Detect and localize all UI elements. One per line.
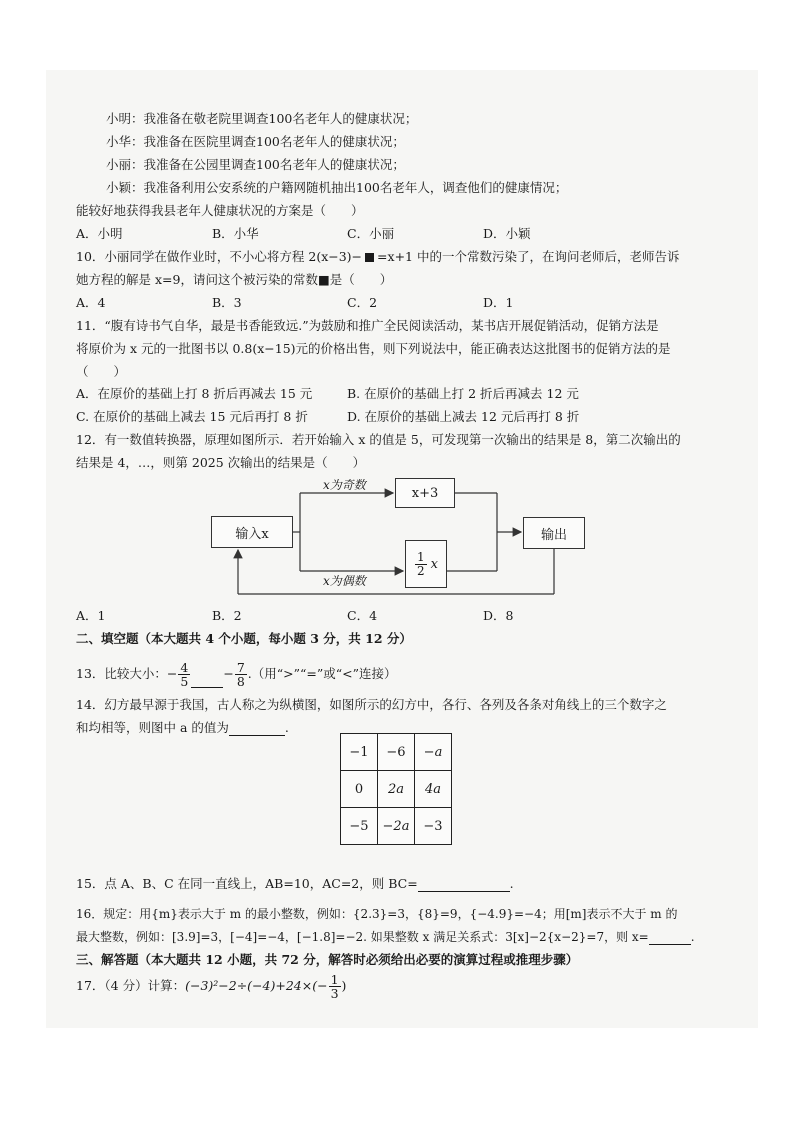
magic-cell: 0 <box>341 771 378 808</box>
ink-stain-icon <box>365 253 374 262</box>
q13-fraction-1 <box>178 661 190 688</box>
q13-prefix: 13．比较大小：− <box>76 666 178 681</box>
q14-line2 <box>76 720 289 736</box>
q13-fraction-2-den: 8 <box>236 674 245 689</box>
q17-fraction <box>329 973 341 1000</box>
intro-xiaoli: 小丽：我准备在公园里调查100名老年人的健康状况； <box>106 157 405 172</box>
half-variable: x <box>430 556 438 572</box>
q10-line1 <box>76 249 679 265</box>
q13-fraction-1-num: 4 <box>180 660 189 675</box>
even-branch-label: x为偶数 <box>323 574 366 588</box>
q13-answer-blank[interactable] <box>191 687 223 688</box>
q17-line <box>76 972 346 1000</box>
q16-line1: 16．规定：用{m}表示大于 m 的最小整数，例如：{2.3}=3，{8}=9，{−4.9}=−4；用[m]表示不大于 m 的 <box>76 907 678 921</box>
intro-xiaohua: 小华：我准备在医院里调查100名老年人的健康状况； <box>106 134 405 149</box>
q10-option-a: A．4 <box>76 295 106 310</box>
q16-line2 <box>76 929 695 945</box>
q11-line2: 将原价为 x 元的一批图书以 0.8(x−15)元的价格出售，则下列说法中，能正确表达这批图书的促销方法的是 <box>76 341 671 356</box>
magic-cell: −1 <box>341 734 378 771</box>
q13-suffix: .（用“>”“=”或“<”连接） <box>247 666 397 681</box>
q17-fraction-num: 1 <box>330 972 339 987</box>
magic-cell: −6 <box>378 734 415 771</box>
q10-option-b: B．3 <box>212 295 242 310</box>
q11-option-b: B. 在原价的基础上打 2 折后再减去 12 元 <box>347 386 579 401</box>
q13-line <box>76 661 397 688</box>
odd-branch-label: x为奇数 <box>323 478 366 492</box>
magic-cell: 4a <box>415 771 452 808</box>
q15-end: . <box>509 876 514 891</box>
q14-answer-blank[interactable] <box>229 735 285 736</box>
output-box: 输出 <box>523 517 585 549</box>
q10-line1-b: =x+1 中的一个常数污染了，在询问老师后，老师告诉 <box>377 249 680 264</box>
q13-mid: − <box>223 666 234 681</box>
magic-cell: 2a <box>378 771 415 808</box>
q11-line3: （ ） <box>76 364 127 379</box>
q17-prefix: 17．（4 分）计算： <box>76 978 186 993</box>
q14-line1: 14．幻方最早源于我国，古人称之为纵横图，如图所示的幻方中，各行、各列及各条对角线上的三个数字之 <box>76 697 667 712</box>
q12-option-d: D．8 <box>483 608 514 623</box>
q13-fraction-2-num: 7 <box>236 660 245 675</box>
q9-option-b: B．小华 <box>212 226 259 241</box>
q9-stem: 能较好地获得我县老年人健康状况的方案是（ ） <box>76 203 364 218</box>
q14-line2-text: 和均相等，则图中 a 的值为 <box>76 720 229 735</box>
q10-line2: 她方程的解是 x=9，请问这个被污染的常数■是（ ） <box>76 272 393 287</box>
q16-line2-end: . <box>690 930 695 944</box>
q9-option-d: D．小颖 <box>483 226 531 241</box>
q11-option-d: D. 在原价的基础上减去 12 元后再打 8 折 <box>347 409 580 424</box>
section-fill-blank-heading: 二、填空题（本大题共 4 个小题，每小题 3 分，共 12 分） <box>76 631 412 646</box>
q11-line1: 11．“腹有诗书气自华，最是书香能致远.”为鼓励和推广全民阅读活动，某书店开展促销活动，促销方法是 <box>76 318 659 333</box>
q12-line2: 结果是 4，…，则第 2025 次输出的结果是（ ） <box>76 455 366 470</box>
half-fraction <box>415 551 427 578</box>
q16-answer-blank[interactable] <box>649 944 691 945</box>
q12-line1: 12．有一数值转换器，原理如图所示．若开始输入 x 的值是 5，可发现第一次输出的结果是 8，第二次输出的 <box>76 432 681 447</box>
q11-option-c: C. 在原价的基础上减去 15 元后再打 8 折 <box>76 409 308 424</box>
q12-option-b: B．2 <box>212 608 242 623</box>
q10-option-d: D．1 <box>483 295 514 310</box>
q17-fraction-den: 3 <box>330 986 339 1001</box>
q16-line2-text: 最大整数，例如：[3.9]=3，[−4]=−4，[−1.8]=−2. 如果整数 x 满足关系式：3[x]−2{x−2}=7，则 x= <box>76 930 649 944</box>
half-denominator: 2 <box>417 563 425 578</box>
q12-option-c: C．4 <box>347 608 378 623</box>
intro-xiaoming: 小明：我准备在敬老院里调查100名老年人的健康状况； <box>106 111 418 126</box>
magic-cell: −a <box>415 734 452 771</box>
q13-fraction-2 <box>235 661 247 688</box>
half-x-box <box>405 540 447 588</box>
intro-xiaoying: 小颖：我准备利用公安系统的户籍网随机抽出100名老年人，调查他们的健康情况； <box>106 180 568 195</box>
magic-cell: −5 <box>341 808 378 845</box>
magic-cell: −2a <box>378 808 415 845</box>
input-box: 输入x <box>211 516 293 548</box>
add-three-box: x+3 <box>395 478 455 508</box>
q17-close: ) <box>341 978 347 993</box>
q10-option-c: C．2 <box>347 295 378 310</box>
converter-flowchart <box>205 470 615 610</box>
magic-square <box>340 733 452 845</box>
q11-option-a: A．在原价的基础上打 8 折后再减去 15 元 <box>76 386 313 401</box>
half-numerator: 1 <box>417 549 425 564</box>
q15-answer-blank[interactable] <box>418 891 510 892</box>
q14-line2-end: . <box>284 720 289 735</box>
magic-cell: −3 <box>415 808 452 845</box>
q15-line <box>76 876 514 892</box>
q9-option-a: A．小明 <box>76 226 123 241</box>
q15-text: 15．点 A、B、C 在同一直线上，AB=10，AC=2，则 BC= <box>76 876 418 891</box>
section-solve-heading: 三、解答题（本大题共 12 小题，共 72 分，解答时必须给出必要的演算过程或推理步骤） <box>76 952 579 967</box>
q13-fraction-1-den: 5 <box>180 674 189 689</box>
q9-option-c: C．小丽 <box>347 226 395 241</box>
q10-line1-a: 10．小丽同学在做作业时，不小心将方程 2(x−3)− <box>76 249 363 264</box>
q17-expression: (−3)²−2÷(−4)+24×(− <box>185 978 328 993</box>
q12-option-a: A．1 <box>76 608 106 623</box>
